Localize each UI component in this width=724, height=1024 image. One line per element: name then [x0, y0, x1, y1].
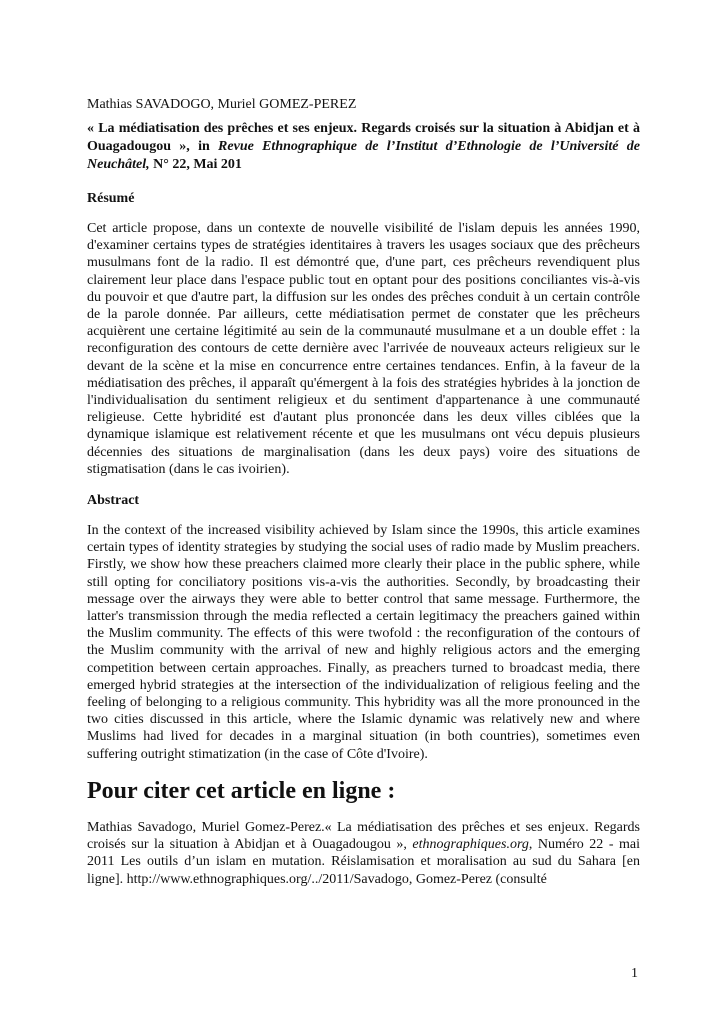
- abstract-text: In the context of the increased visibility achieved by Islam since the 1990s, this article examines certain types of identity strategies by studying the social uses of radio made by Muslim preachers. Firstly, we show how these preachers claimed more clearly their place in the public sphere, while still opting for conciliatory positions vis-a-vis the authorities. Secondly, by broadcasting their message over the airways they were able to better control that same message. Furthermore, the latter's transmission through the media reflected a certain legitimacy the preachers gained within the Muslim community. The effects of this were twofold : the reconfiguration of the contours of the Muslim community with the arrival of new and highly religious actors and the emerging competition between certain approaches. Finally, as preachers turned to broadcast media, there emerged hybrid strategies at the intersection of the individualization of religious feeling and the feeling of belonging to a religious community. This hybridity was all the more pronounced in the two cities discussed in this article, where the Islamic dynamic was relatively new and where Muslims had lived for decades in a marginal situation (in both countries), sometimes even suffering outright stimatization (in the case of Côte d'Ivoire).: [87, 523, 640, 762]
- resume-heading: Résumé: [87, 191, 135, 206]
- authors-line: Mathias SAVADOGO, Muriel GOMEZ-PEREZ: [87, 97, 357, 112]
- document-page: [87, 96, 640, 888]
- cite-text-after: , Numéro 22 - mai 2011 Les outils d’un islam en mutation. Réislamisation et moralisation au sud du Sahara [en ligne]. http://www.ethnographiques.org/../2011/Savadogo, Gomez-Perez (consulté: [87, 837, 640, 887]
- cite-online-heading: Pour citer cet article en ligne :: [87, 777, 396, 804]
- abstract-heading: Abstract: [87, 493, 140, 509]
- cite-online-text: [87, 819, 640, 888]
- citation-reference: [87, 120, 640, 174]
- page-number: 1: [631, 966, 638, 981]
- citation-journal: Revue Ethnographique de l’Institut d’Ethnologie de l’Université de Neuchâtel,: [87, 139, 640, 172]
- resume-text: Cet article propose, dans un contexte de nouvelle visibilité de l'islam depuis les années 1990, d'examiner certains types de stratégies identitaires à travers les usages sociaux que des prêcheurs musulmans font de la radio. Il est démontré que, d'une part, ces prêcheurs revendiquent plus clairement leur place dans l'espace public tout en optant pour des positions conciliantes vis-à-vis du pouvoir et que d'autre part, la diffusion sur les ondes des prêches conduit à un certain contrôle de la parole donnée. Par ailleurs, cette médiatisation permet de constater que les prêcheurs acquièrent une certaine légitimité au sein de la communauté musulmane et a un double effet : la reconfiguration des contours de cette dernière avec l'arrivée de nouveaux acteurs religieux sur le devant de la scène et la mise en concurrence entre certaines tendances. Enfin, à la faveur de la médiatisation des prêches, il apparaît qu'émergent à la fois des stratégies hybrides à la jonction de l'individualisation du sentiment religieux et du sentiment d'appartenance à une communauté religieuse. Cette hybridité est d'autant plus prononcée dans les deux villes ciblées que la dynamique islamique est relativement récente et que les musulmans ont vécu depuis plusieurs décennies des situations de marginalisation (dans les deux pays) voire des situations de stigmatisation (dans le cas ivoirien).: [87, 221, 640, 477]
- citation-issue: N° 22, Mai 201: [149, 157, 242, 172]
- cite-text-before: Mathias Savadogo, Muriel Gomez-Perez.« La médiatisation des prêches et ses enjeux. Regards croisés sur la situation à Abidjan et à Ouagadougou »,: [87, 819, 640, 853]
- cite-site-name: ethnographiques.org: [412, 837, 529, 853]
- citation-title: « La médiatisation des prêches et ses enjeux. Regards croisés sur la situation à Abidjan et à Ouagadougou », in: [87, 121, 640, 154]
